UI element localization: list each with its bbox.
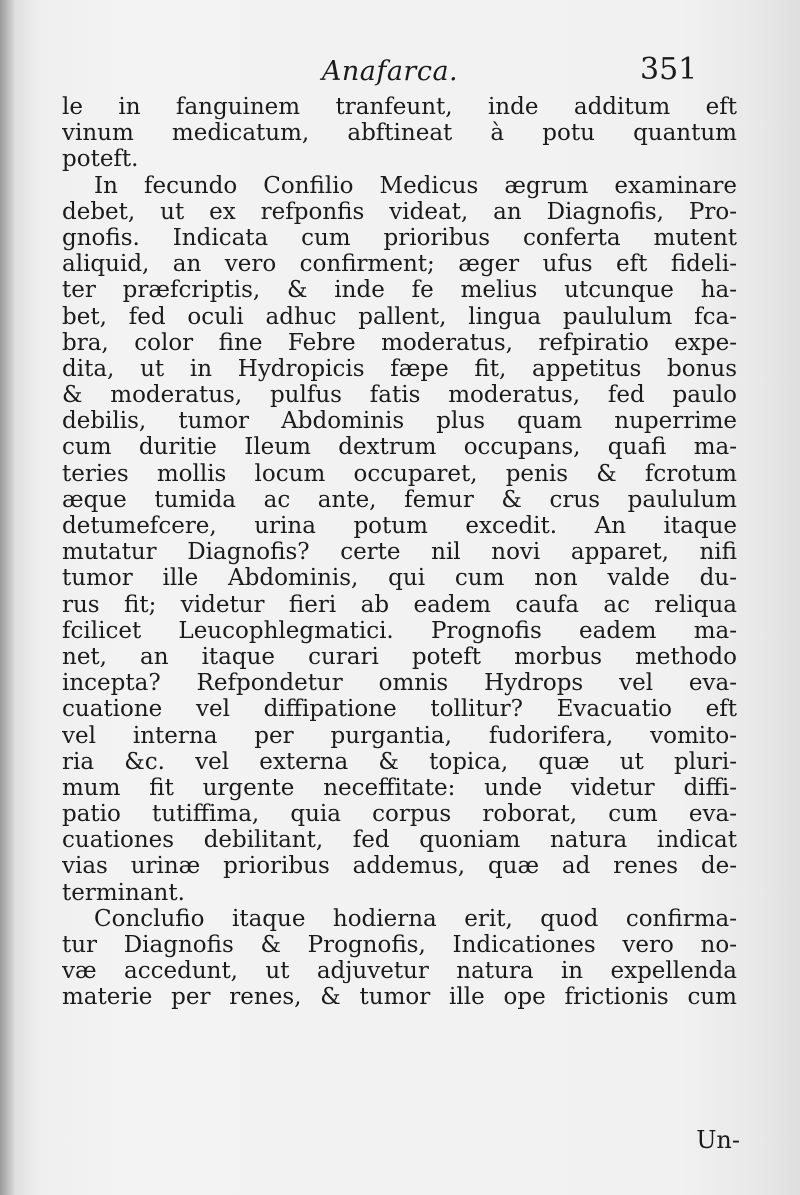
text-line: ter præfcriptis, & inde fe melius utcunque ha- [62,277,737,304]
text-line: teries mollis locum occuparet, penis & fcrotum [62,460,737,487]
text-line: gnofis. Indicata cum prioribus conferta mutent [62,224,737,251]
page-edge-shadow [0,0,14,1195]
text-line: rus fit; videtur fieri ab eadem caufa ac reliqua [62,591,737,618]
text-line: Conclufio itaque hodierna erit, quod confirma- [94,905,737,932]
text-line: fcilicet Leucophlegmatici. Prognofis eadem ma- [62,617,737,644]
text-line: mutatur Diagnofis? certe nil novi apparet, nifi [62,539,737,566]
text-line: & moderatus, pulfus fatis moderatus, fed paulo [62,382,737,409]
text-line: væ accedunt, ut adjuvetur natura in expellenda [62,958,737,985]
text-line: le in fanguinem tranfeunt, inde additum eft [62,94,737,120]
text-line: vinum medicatum, abftineat à potu quantum [62,120,737,147]
text-line: tumor ille Abdominis, qui cum non valde du- [62,565,737,592]
text-line: bra, color fine Febre moderatus, refpiratio expe- [62,329,737,356]
catchword: Un- [696,1126,740,1154]
text-line: bet, fed oculi adhuc pallent, lingua paululum fca- [62,303,737,330]
text-line: cum duritie Ileum dextrum occupans, quafi ma- [62,434,737,461]
text-line: patio tutiffima, quia corpus roborat, cum eva- [62,801,737,828]
text-line: tur Diagnofis & Prognofis, Indicationes vero no- [62,932,737,958]
text-line: ria &c. vel externa & topica, quæ ut pluri- [62,748,737,775]
body-text [62,94,737,1011]
text-line: dita, ut in Hydropicis fæpe fit, appetitus bonus [62,355,737,382]
page-number: 351 [640,52,698,87]
text-line: net, an itaque curari poteft morbus methodo [62,643,737,670]
text-line: vel interna per purgantia, fudorifera, vomito- [62,722,737,749]
text-line: poteft. [62,146,139,173]
text-line: detumefcere, urina potum excedit. An itaque [62,513,737,539]
text-line: terminant. [62,879,185,906]
text-line: debet, ut ex refponfis videat, an Diagnofis, Pro- [62,198,737,225]
text-line: cuationes debilitant, fed quoniam natura indicat [62,827,737,854]
text-line: aliquid, an vero confirment; æger ufus eft fideli- [62,251,737,278]
text-line: materie per renes, & tumor ille ope frictionis cum [62,984,737,1011]
text-line: In fecundo Confilio Medicus ægrum examinare [94,172,737,199]
text-line: debilis, tumor Abdominis plus quam nuperrime [62,408,737,435]
text-line: æque tumida ac ante, femur & crus paululum [62,486,737,513]
text-line: cuatione vel diffipatione tollitur? Evacuatio eft [62,696,737,723]
text-line: vias urinæ prioribus addemus, quæ ad renes de- [62,853,737,880]
page-header [0,52,800,92]
running-title: Anafarca. [321,56,459,87]
text-line: mum fit urgente neceffitate: unde videtur diffi- [62,774,737,801]
text-line: incepta? Refpondetur omnis Hydrops vel eva- [62,670,737,697]
